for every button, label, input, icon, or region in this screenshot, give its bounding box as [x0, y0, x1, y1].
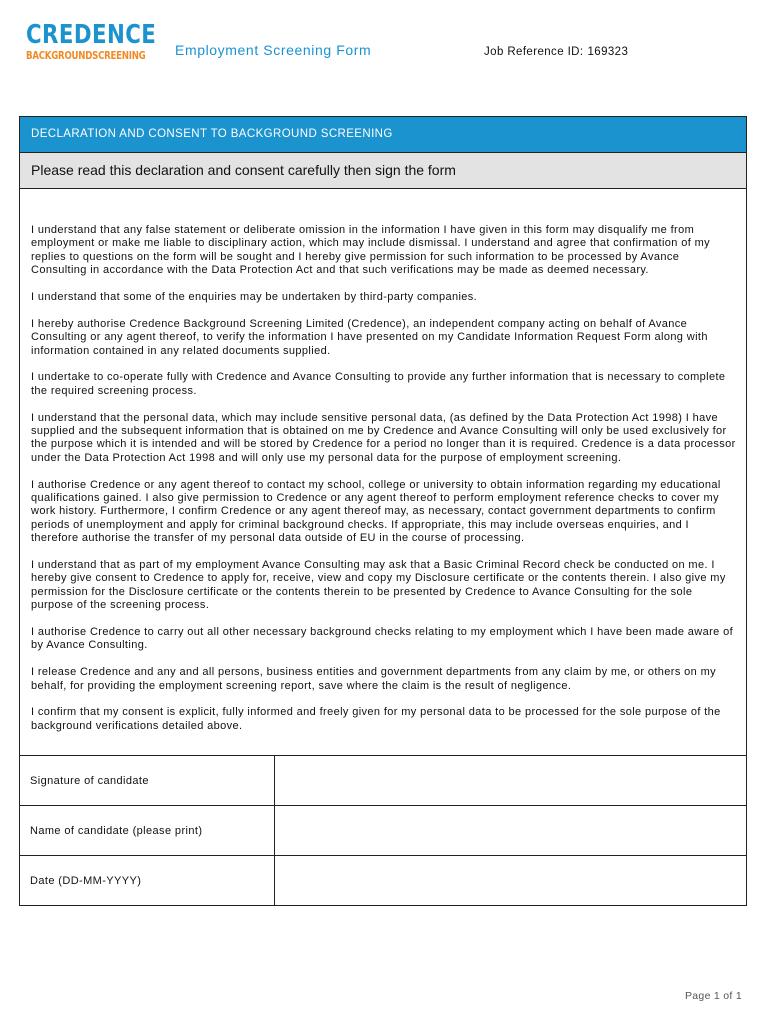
- logo-main-text: CREDENCE: [26, 20, 157, 50]
- signature-table: [20, 755, 746, 905]
- declaration-text: [20, 189, 746, 755]
- candidate-name-label: Name of candidate (please print): [20, 806, 275, 856]
- date-field[interactable]: [275, 856, 747, 906]
- section-title: DECLARATION AND CONSENT TO BACKGROUND SCREENING: [20, 117, 746, 153]
- date-row: [20, 856, 746, 906]
- declaration-paragraph: I release Credence and any and all persons, business entities and government departments from any claim by me, or others on my behalf, for providing the employment screening report, save where the claim is the result of negligence.: [31, 666, 716, 692]
- signature-row: [20, 756, 746, 806]
- declaration-paragraph: I understand that as part of my employment Avance Consulting may ask that a Basic Criminal Record check be conducted on me. I hereby give consent to Credence to apply for, receive, view and copy my Disclosure certificate or the contents therein. I also give my permission for the Disclosure certificate or the contents therein to be presented by Credence to Avance Consulting for the sole purpose of the screening process.: [31, 559, 726, 612]
- signature-field[interactable]: [275, 756, 747, 806]
- declaration-section: [19, 116, 747, 906]
- candidate-name-field[interactable]: [275, 806, 747, 856]
- declaration-paragraph: I understand that some of the enquiries may be undertaken by third-party companies.: [31, 291, 478, 304]
- section-instruction: Please read this declaration and consent carefully then sign the form: [20, 153, 746, 189]
- declaration-paragraph: I confirm that my consent is explicit, fully informed and freely given for my personal data to be processed for the sole purpose of the background verifications detailed above.: [31, 706, 721, 732]
- declaration-paragraph: I understand that the personal data, which may include sensitive personal data, (as defined by the Data Protection Act 1998) I have supplied and the subsequent information that is obtained on me by Credence and Avance Consulting will only be used exclusively for the purpose which it is intended and will be stored by Credence for a period no longer than it is required. Credence is a data processor under the Data Protection Act 1998 and will only use my personal data for the purpose of employment screening.: [31, 411, 736, 464]
- declaration-paragraph: I hereby authorise Credence Background Screening Limited (Credence), an independent company acting on behalf of Avance Consulting or any agent thereof, to verify the information I have presented on my Candidate Information Request Form along with information contained in any related documents supplied.: [31, 317, 708, 357]
- form-title: Employment Screening Form: [175, 42, 372, 58]
- date-label: Date (DD-MM-YYYY): [20, 856, 275, 906]
- declaration-paragraph: I authorise Credence or any agent thereof to contact my school, college or university to obtain information regarding my educational qualifications gained. I also give permission to Credence or any agent thereof to perform employment reference checks to cover my work history. Furthermore, I confirm Credence or any agent thereof may, as necessary, contact government departments to confirm periods of unemployment and apply for criminal background checks. If appropriate, this may include overseas enquiries, and I therefore authorise the transfer of my personal data outside of EU in the course of processing.: [31, 478, 721, 545]
- job-ref-value: 169323: [587, 46, 629, 58]
- declaration-paragraph: I authorise Credence to carry out all other necessary background checks relating to my employment which I have been made aware of by Avance Consulting.: [31, 626, 734, 652]
- declaration-paragraph: I understand that any false statement or deliberate omission in the information I have given in this form may disqualify me from employment or make me liable to disciplinary action, which may include dismissal. I understand and agree that confirmation of my replies to questions on the form will be sought and I hereby give permission for such information to be processed by Avance Consulting in accordance with the Data Protection Act and that such verifications may be made as deemed necessary.: [31, 224, 710, 277]
- logo-sub-text: BACKGROUNDSCREENING: [26, 50, 146, 62]
- candidate-name-row: [20, 806, 746, 856]
- job-reference: [484, 46, 628, 58]
- credence-logo: [26, 22, 185, 62]
- job-ref-label: Job Reference ID:: [484, 46, 584, 58]
- declaration-paragraph: I undertake to co-operate fully with Credence and Avance Consulting to provide any further information that is necessary to complete the required screening process.: [31, 371, 726, 397]
- signature-label: Signature of candidate: [20, 756, 275, 806]
- page-number: Page 1 of 1: [684, 990, 742, 1002]
